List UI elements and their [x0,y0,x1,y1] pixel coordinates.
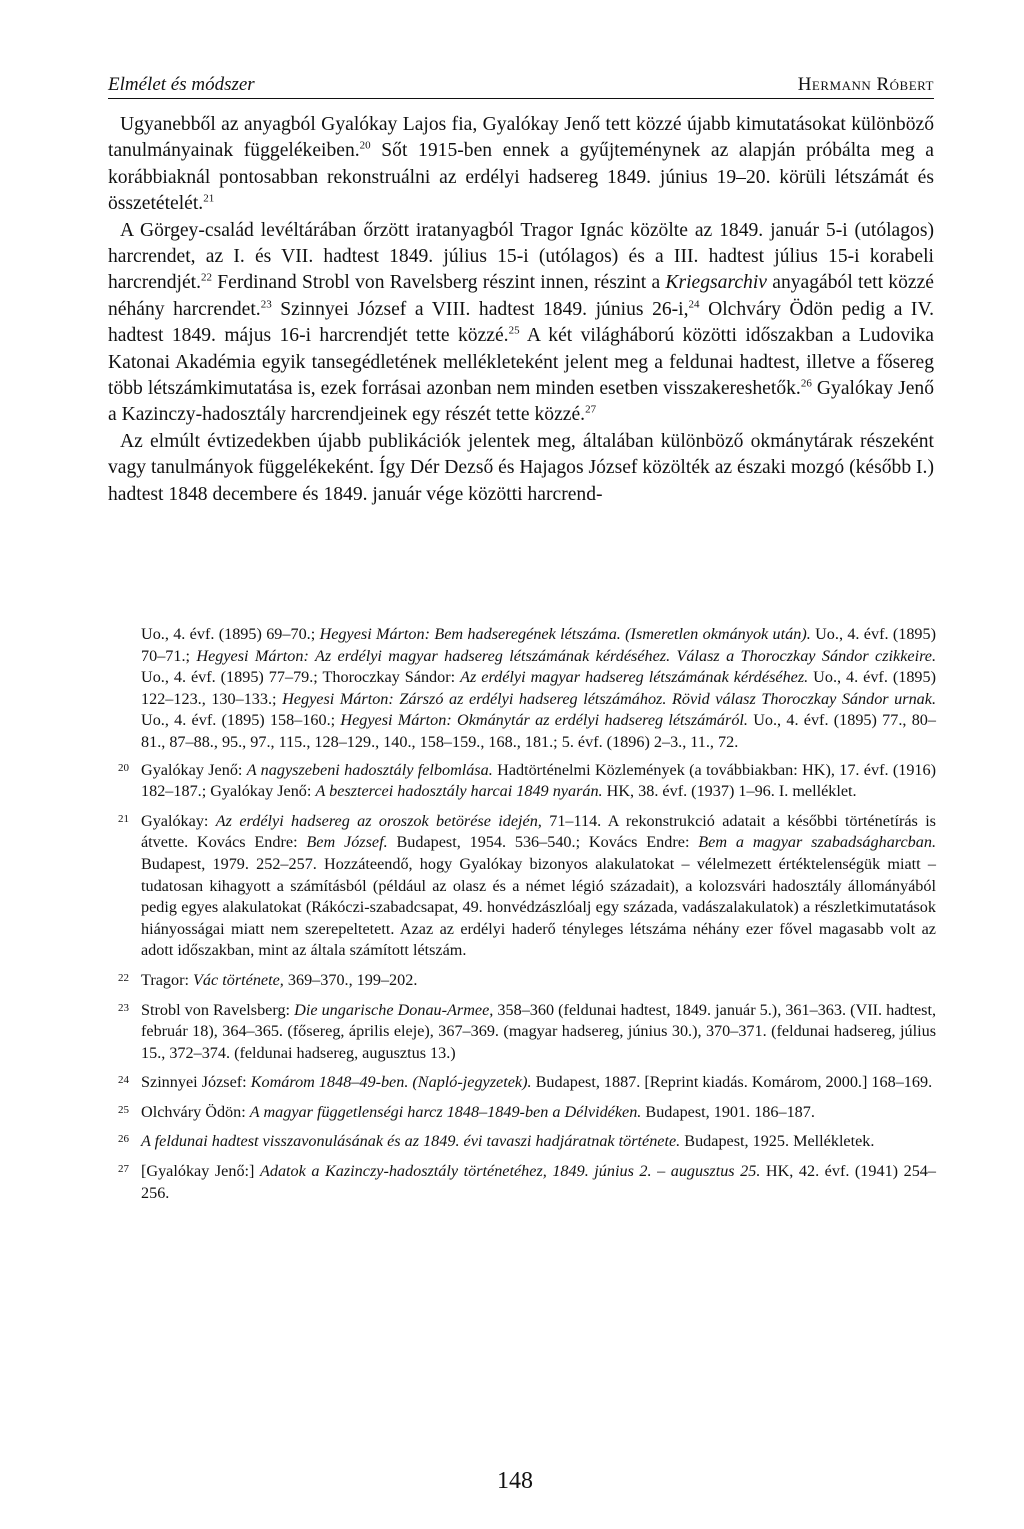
text: Sőt 1915-ben ennek a gyűjteménynek az alapján próbálta meg a korábbiaknál pontosabban rekonstruálni az erdélyi hadsereg 1849. június 19–20. körüli létszámát és összetételét. [108,140,934,215]
italic-text: Hegyesi Márton: Okmánytár az erdélyi hadsereg létszámáról. [340,711,748,730]
footnote-21 [118,811,936,962]
text: Strobl von Ravelsberg: [141,1000,295,1019]
footnote-number: 27 [118,1163,129,1176]
text: Budapest, 1979. 252–257. Hozzáteendő, hogy Gyalókay bizonyos alakulatokat – vélelmezett értéktelenségük miatt – tudatosan kihagyott a számításból (például az olasz és a német légió századait), a kolozsvári hadosztály állományából pedig egyes alakulatokat (Rákóczi-szabadcsapat, 49. honvédzászlóalj egy százada, vadászalakulatok) a részletkimutatások hiányosságai miatt nem szerepeltetett. Azaz az erdélyi haderő tényleges létszáma néhány ezer fővel magasabb volt az adott időszakban, mint az általa számított létszám. [141,854,936,960]
text: Budapest, 1901. 186–187. [641,1102,815,1121]
footnote-ref: 24 [688,298,700,311]
footnote-ref: 25 [508,324,520,337]
italic-text: Adatok a Kazinczy-hadosztály történetéhez, 1849. június 2. – augusztus 25. [259,1162,761,1181]
text: Uo., 4. évf. (1895) 77., 80–81., 87–88., 95., 97., 115., 128–129., 140., 158–159., 168., 181.; 5. évf. (1896) 2–3., 11., 72. [141,711,936,751]
text: 71–114. A rekonstrukció adatait a későbbi történetírás is átvette. Kovács Endre: [141,811,936,852]
italic-text: Hegyesi Márton: Bem hadseregének létszáma. (Ismeretlen okmányok után). [319,625,811,643]
footnote-continuation [118,624,936,754]
text: [Gyalókay Jenő:] [141,1162,260,1181]
author-name: Hermann Róbert [797,74,934,95]
text: Gyalókay Jenő: [141,760,247,779]
text: A Görgey-család levéltárában őrzött iratanyagból Tragor Ignác közölte az 1849. január 5-i (utólagos) harcrendet, az I. és VII. hadtest 1849. július 15-i (utólagos) és a III. hadtest július 15-i korabeli harcrendjét. [108,219,934,294]
footnote-number: 22 [118,971,129,984]
italic-text: Komárom 1848–49-ben. (Napló-jegyzetek). [250,1073,532,1092]
section-title: Elmélet és módszer [108,74,255,95]
italic-text: Az erdélyi magyar hadsereg létszámának kérdéséhez. [460,668,809,687]
footnotes [118,624,936,1206]
footnote-25 [118,1102,936,1124]
italic-text: A besztercei hadosztály harcai 1849 nyarán. [315,782,603,801]
text: Ferdinand Strobl von Ravelsberg részint innen, részint a [212,272,666,294]
text: Szinnyei József a VIII. hadtest 1849. június 26-i, [271,298,689,320]
footnote-ref: 21 [203,192,215,205]
italic-text: Bem a magyar szabadságharcban. [698,833,936,852]
footnote-ref: 22 [201,271,213,284]
italic-text: Hegyesi Márton: Zárszó az erdélyi hadsereg létszámához. Rövid válasz Thoroczkay Sándor urnak. [282,689,936,708]
text: Uo., 4. évf. (1895) 122–123., 130–133.; [141,668,936,708]
text: Uo., 4. évf. (1895) 69–70.; [141,625,320,643]
italic-text: Bem József. [306,833,388,852]
paragraph [108,218,934,429]
text: Gyalókay Jenő a Kazinczy-hadosztály harcrendjeinek egy részét tette közzé. [108,378,935,426]
text: Az elmúlt évtizedekben újabb publikációk jelentek meg, általában különböző okmánytárak részeként vagy tanulmányok függelékeként. Így Dér Dezső és Hajagos József közölték az északi mozgó (később I.) hadtest 1848 decembere és 1849. január vége közötti harcrend- [108,430,934,505]
footnote-22 [118,970,936,992]
paragraph [108,429,934,508]
italic-text: Hegyesi Márton: Az erdélyi magyar hadsereg létszámának kérdéséhez. Válasz a Thoroczkay Sándor czikkeire. [196,646,936,665]
italic-text: A nagyszebeni hadosztály felbomlása. [246,760,493,779]
text: A két világháború közötti időszakban a Ludovika Katonai Akadémia egyik tansegédletének mellékleteként jelent meg a feldunai hadtest, illetve a fősereg több létszámkimutatása is, ezek forrásai azonban nem minden esetben visszakereshetők. [108,325,935,400]
text: Hadtörténelmi Közlemények (a továbbiakban: HK), 17. évf. (1916) 182–187.; Gyalókay Jenő: [141,760,936,801]
text: HK, 42. évf. (1941) 254–256. [141,1162,936,1202]
footnote-ref: 20 [359,139,371,152]
body-text [108,112,934,508]
footnote-ref: 26 [800,377,812,390]
footnote-number: 25 [118,1103,129,1116]
text: Budapest, 1954. 536–540.; Kovács Endre: [387,833,699,852]
text: Gyalókay: [141,811,216,830]
footnote-number: 26 [118,1133,129,1146]
running-header [108,74,934,99]
text: Olchváry Ödön: [141,1102,250,1121]
italic-text: Die ungarische Donau-Armee, [294,1000,494,1019]
paragraph [108,112,934,218]
text: Szinnyei József: [141,1073,251,1092]
footnote-number: 20 [118,761,129,774]
text: HK, 38. évf. (1937) 1–96. I. melléklet. [602,782,857,801]
footnote-number: 23 [118,1001,129,1014]
page-number: 148 [497,1468,533,1494]
italic-text: A magyar függetlenségi harcz 1848–1849-ben a Délvidéken. [249,1102,642,1121]
text: Budapest, 1925. Mellékletek. [680,1132,875,1151]
text: Uo., 4. évf. (1895) 158–160.; [141,711,341,730]
text: Uo., 4. évf. (1895) 70–71.; [141,625,936,665]
footnote-number: 24 [118,1074,129,1087]
footnote-23 [118,1000,936,1065]
text: Budapest, 1887. [Reprint kiadás. Komárom, 2000.] 168–169. [531,1073,933,1092]
footnote-24 [118,1072,936,1094]
italic-text: A feldunai hadtest visszavonulásának és az 1849. évi tavaszi hadjáratnak története. [141,1132,681,1151]
text: Uo., 4. évf. (1895) 77–79.; Thoroczkay Sándor: [141,668,461,687]
text: Olchváry Ödön pedig a IV. hadtest 1849. május 16-i harcrendjét tette közzé. [108,298,934,347]
text: Ugyanebből az anyagból Gyalókay Lajos fia, Gyalókay Jenő tett közzé újabb kimutatásokat különböző tanulmányainak függelékeiben. [108,114,934,162]
italic-text: Az erdélyi hadsereg az oroszok betörése idején, [215,811,542,830]
footnote-27 [118,1161,936,1204]
footnote-number: 21 [118,812,129,825]
footnote-26 [118,1131,936,1153]
footnote-ref: 27 [585,403,597,416]
italic-text: Vác története, [193,970,284,989]
italic-text: Kriegsarchiv [665,272,767,294]
text: 369–370., 199–202. [283,970,418,989]
text: Tragor: [141,970,194,989]
footnote-20 [118,760,936,803]
footnote-ref: 23 [260,298,272,311]
text: anyagából tett közzé néhány harcrendet. [108,272,934,320]
text: 358–360 (feldunai hadtest, 1849. január 5.), 361–363. (VII. hadtest, február 18), 364–365. (fősereg, április eleje), 367–369. (magyar hadsereg, június 30.), 370–371. (feldunai hadsereg, július 15., 372–374. (feldunai hadsereg, augusztus 13.) [141,1000,936,1062]
